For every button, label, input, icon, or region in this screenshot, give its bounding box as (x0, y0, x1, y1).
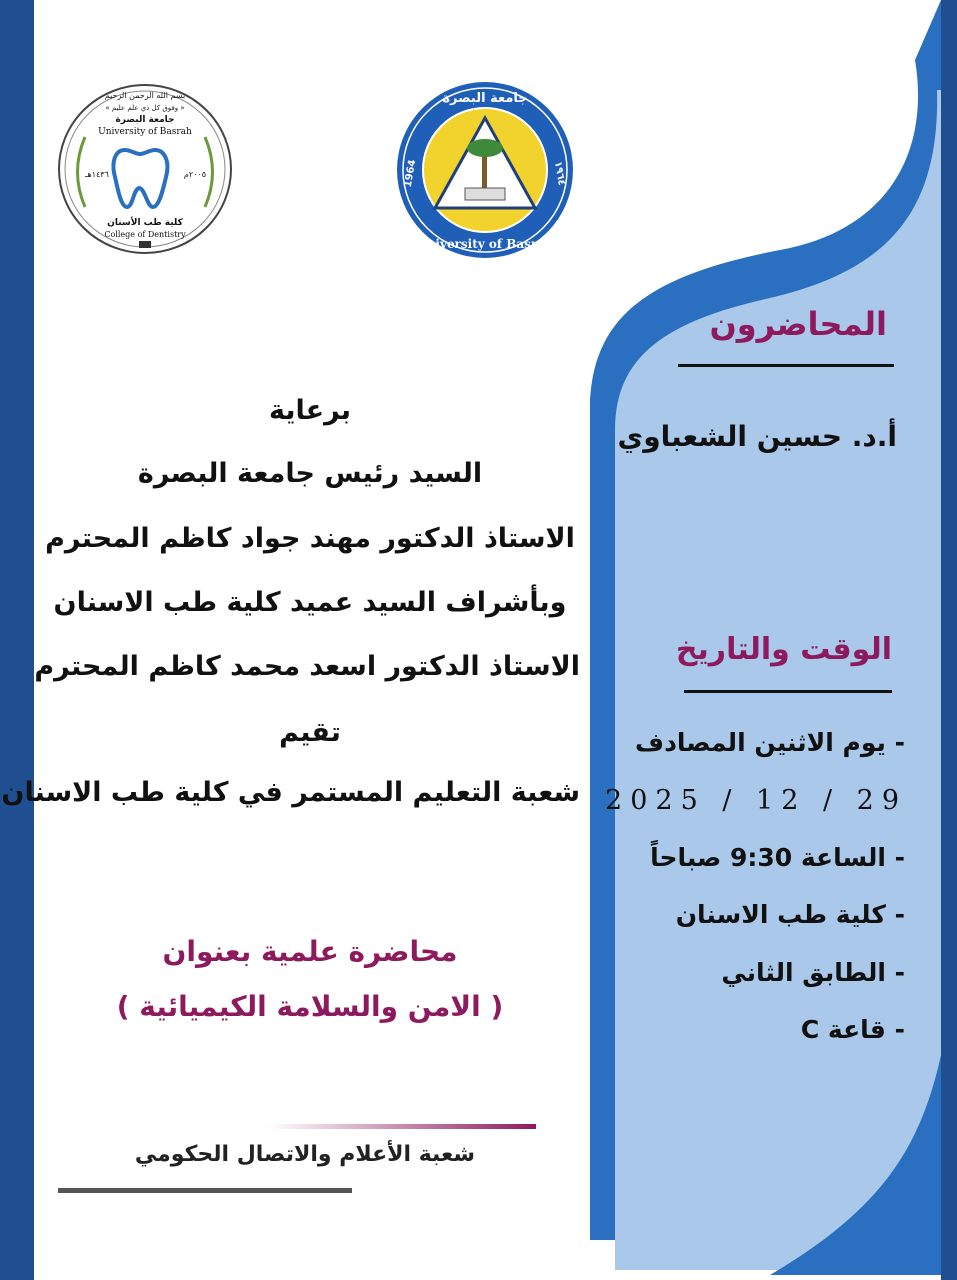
time-date-rule (684, 690, 892, 693)
university-of-basrah-logo (395, 80, 575, 260)
detail-place: - كلية طب الاسنان (675, 900, 905, 929)
logo-college-ar: كلية طب الأسنان (107, 218, 183, 228)
footer-department: شعبة الأعلام والاتصال الحكومي (134, 1142, 476, 1167)
time-date-heading: الوقت والتاريخ (675, 632, 892, 667)
detail-day: - يوم الاثنين المصادف (635, 728, 905, 757)
sponsor-line-7: شعبة التعليم المستمر في كلية طب الاسنان (1, 777, 580, 808)
detail-time: - الساعة 9:30 صباحاً (650, 843, 905, 872)
detail-floor: - الطابق الثاني (721, 958, 905, 987)
lecture-heading: محاضرة علمية بعنوان (162, 935, 458, 968)
book-icon (139, 241, 151, 248)
logo-name-ar: جامعة البصرة (442, 91, 528, 106)
footer-bottom-rule (58, 1188, 352, 1193)
detail-date: 2025 / 12 / 29 (605, 785, 907, 816)
logo-college-en: College of Dentistry (104, 230, 186, 239)
footer-top-rule (268, 1124, 536, 1129)
sponsor-line-1: برعاية (268, 395, 352, 426)
logo-year-latin: 1964 (402, 158, 419, 189)
logo-university-en: University of Basrah (98, 127, 192, 137)
sponsor-line-2: السيد رئيس جامعة البصرة (137, 458, 483, 489)
left-edge-bar (0, 0, 34, 1280)
logo-year-left: ١٤٣٦هـ (85, 170, 109, 179)
sponsor-line-5: الاستاذ الدكتور اسعد محمد كاظم المحترم (34, 651, 580, 682)
logo-university-ar: جامعة البصرة (115, 115, 175, 125)
logo-verse: « وفوق كل ذي علم عليم » (105, 104, 185, 112)
lecturers-rule (678, 364, 894, 367)
sponsor-line-6: تقيم (279, 717, 341, 748)
sponsor-line-4: وبأشراف السيد عميد كلية طب الاسنان (53, 587, 567, 618)
college-of-dentistry-logo (55, 82, 235, 257)
open-book-icon (465, 188, 505, 200)
logo-name-en: University of Basrah (416, 237, 554, 251)
sponsor-line-3: الاستاذ الدكتور مهند جواد كاظم المحترم (45, 523, 575, 554)
logo-year-arabic: ١٩٦٤ (551, 160, 567, 187)
lecturer-name: أ.د. حسين الشعباوي (617, 420, 897, 453)
lecture-title: ( الامن والسلامة الكيميائية ) (116, 990, 504, 1023)
detail-hall: - قاعة C (800, 1015, 905, 1044)
lecturers-heading: المحاضرون (709, 305, 887, 343)
palm-leaves-icon (467, 139, 503, 157)
logo-bismillah: بسم الله الرحمن الرحيم (104, 91, 186, 100)
logo-year-right: ٢٠٠٥م (183, 170, 207, 179)
